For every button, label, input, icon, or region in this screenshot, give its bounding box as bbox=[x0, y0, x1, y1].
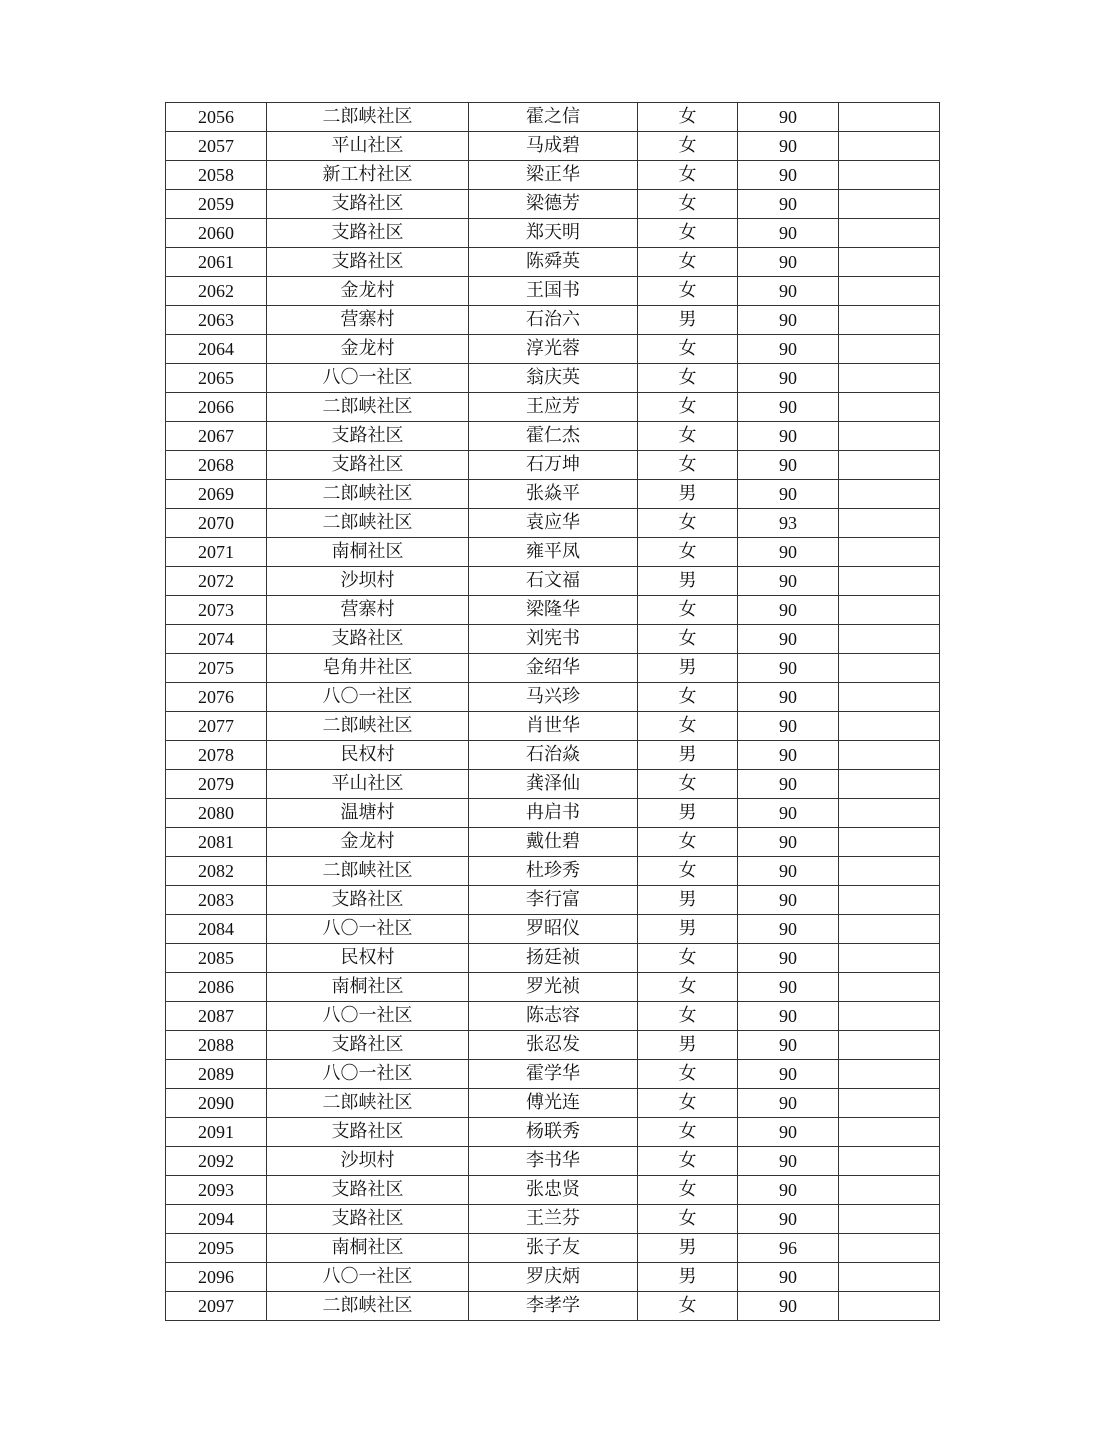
person-name-cell: 梁正华 bbox=[469, 161, 638, 190]
gender-cell: 女 bbox=[638, 422, 738, 451]
table-row bbox=[166, 422, 940, 451]
person-name-cell: 马成碧 bbox=[469, 132, 638, 161]
gender-cell: 女 bbox=[638, 1176, 738, 1205]
person-name-cell: 杨联秀 bbox=[469, 1118, 638, 1147]
gender-cell: 女 bbox=[638, 1060, 738, 1089]
person-name-cell: 王兰芬 bbox=[469, 1205, 638, 1234]
table-row bbox=[166, 538, 940, 567]
gender-cell: 女 bbox=[638, 1147, 738, 1176]
person-name-cell: 梁隆华 bbox=[469, 596, 638, 625]
gender-cell: 女 bbox=[638, 712, 738, 741]
gender-cell: 男 bbox=[638, 654, 738, 683]
person-name-cell: 罗庆炳 bbox=[469, 1263, 638, 1292]
table-row bbox=[166, 567, 940, 596]
note-cell bbox=[839, 277, 940, 306]
table-row bbox=[166, 712, 940, 741]
gender-cell: 女 bbox=[638, 364, 738, 393]
note-cell bbox=[839, 248, 940, 277]
community-cell: 八〇一社区 bbox=[267, 1263, 469, 1292]
age-cell: 90 bbox=[738, 103, 839, 132]
serial-number-cell: 2096 bbox=[166, 1263, 267, 1292]
table-row bbox=[166, 799, 940, 828]
serial-number-cell: 2079 bbox=[166, 770, 267, 799]
serial-number-cell: 2080 bbox=[166, 799, 267, 828]
serial-number-cell: 2090 bbox=[166, 1089, 267, 1118]
community-cell: 二郎峡社区 bbox=[267, 480, 469, 509]
gender-cell: 女 bbox=[638, 132, 738, 161]
note-cell bbox=[839, 712, 940, 741]
serial-number-cell: 2076 bbox=[166, 683, 267, 712]
table-row bbox=[166, 103, 940, 132]
serial-number-cell: 2070 bbox=[166, 509, 267, 538]
serial-number-cell: 2087 bbox=[166, 1002, 267, 1031]
age-cell: 90 bbox=[738, 944, 839, 973]
table-row bbox=[166, 277, 940, 306]
gender-cell: 女 bbox=[638, 451, 738, 480]
community-cell: 支路社区 bbox=[267, 219, 469, 248]
community-cell: 二郎峡社区 bbox=[267, 1089, 469, 1118]
age-cell: 90 bbox=[738, 393, 839, 422]
age-cell: 90 bbox=[738, 190, 839, 219]
community-cell: 民权村 bbox=[267, 944, 469, 973]
person-name-cell: 王国书 bbox=[469, 277, 638, 306]
note-cell bbox=[839, 567, 940, 596]
person-name-cell: 梁德芳 bbox=[469, 190, 638, 219]
note-cell bbox=[839, 219, 940, 248]
serial-number-cell: 2065 bbox=[166, 364, 267, 393]
note-cell bbox=[839, 1292, 940, 1321]
table-row bbox=[166, 654, 940, 683]
table-row bbox=[166, 683, 940, 712]
age-cell: 90 bbox=[738, 1176, 839, 1205]
person-name-cell: 张忍发 bbox=[469, 1031, 638, 1060]
table-row bbox=[166, 741, 940, 770]
community-cell: 八〇一社区 bbox=[267, 364, 469, 393]
serial-number-cell: 2058 bbox=[166, 161, 267, 190]
table-row bbox=[166, 596, 940, 625]
person-name-cell: 郑天明 bbox=[469, 219, 638, 248]
age-cell: 90 bbox=[738, 1292, 839, 1321]
person-name-cell: 马兴珍 bbox=[469, 683, 638, 712]
serial-number-cell: 2071 bbox=[166, 538, 267, 567]
person-name-cell: 戴仕碧 bbox=[469, 828, 638, 857]
person-name-cell: 李行富 bbox=[469, 886, 638, 915]
community-cell: 金龙村 bbox=[267, 828, 469, 857]
serial-number-cell: 2074 bbox=[166, 625, 267, 654]
table-row bbox=[166, 161, 940, 190]
person-name-cell: 淳光蓉 bbox=[469, 335, 638, 364]
community-cell: 支路社区 bbox=[267, 451, 469, 480]
gender-cell: 女 bbox=[638, 103, 738, 132]
community-cell: 二郎峡社区 bbox=[267, 509, 469, 538]
community-cell: 八〇一社区 bbox=[267, 683, 469, 712]
table-row bbox=[166, 132, 940, 161]
gender-cell: 男 bbox=[638, 1263, 738, 1292]
person-name-cell: 石万坤 bbox=[469, 451, 638, 480]
age-cell: 90 bbox=[738, 828, 839, 857]
table-row bbox=[166, 886, 940, 915]
person-name-cell: 张焱平 bbox=[469, 480, 638, 509]
age-cell: 90 bbox=[738, 1263, 839, 1292]
person-name-cell: 石文福 bbox=[469, 567, 638, 596]
community-cell: 南桐社区 bbox=[267, 973, 469, 1002]
community-cell: 八〇一社区 bbox=[267, 1060, 469, 1089]
serial-number-cell: 2093 bbox=[166, 1176, 267, 1205]
note-cell bbox=[839, 1176, 940, 1205]
gender-cell: 女 bbox=[638, 248, 738, 277]
serial-number-cell: 2069 bbox=[166, 480, 267, 509]
person-name-cell: 扬廷祯 bbox=[469, 944, 638, 973]
note-cell bbox=[839, 1118, 940, 1147]
age-cell: 90 bbox=[738, 625, 839, 654]
age-cell: 90 bbox=[738, 248, 839, 277]
community-cell: 支路社区 bbox=[267, 625, 469, 654]
serial-number-cell: 2056 bbox=[166, 103, 267, 132]
gender-cell: 男 bbox=[638, 567, 738, 596]
note-cell bbox=[839, 132, 940, 161]
age-cell: 90 bbox=[738, 161, 839, 190]
table-row bbox=[166, 915, 940, 944]
gender-cell: 女 bbox=[638, 1002, 738, 1031]
age-cell: 90 bbox=[738, 335, 839, 364]
note-cell bbox=[839, 828, 940, 857]
person-name-cell: 陈舜英 bbox=[469, 248, 638, 277]
age-cell: 90 bbox=[738, 219, 839, 248]
gender-cell: 女 bbox=[638, 625, 738, 654]
person-name-cell: 翁庆英 bbox=[469, 364, 638, 393]
age-cell: 90 bbox=[738, 857, 839, 886]
community-cell: 支路社区 bbox=[267, 422, 469, 451]
table-row bbox=[166, 828, 940, 857]
note-cell bbox=[839, 857, 940, 886]
serial-number-cell: 2059 bbox=[166, 190, 267, 219]
gender-cell: 男 bbox=[638, 1031, 738, 1060]
age-cell: 90 bbox=[738, 451, 839, 480]
person-name-cell: 王应芳 bbox=[469, 393, 638, 422]
person-name-cell: 冉启书 bbox=[469, 799, 638, 828]
roster-table bbox=[165, 102, 940, 1321]
age-cell: 90 bbox=[738, 712, 839, 741]
serial-number-cell: 2077 bbox=[166, 712, 267, 741]
gender-cell: 男 bbox=[638, 741, 738, 770]
age-cell: 90 bbox=[738, 1060, 839, 1089]
gender-cell: 女 bbox=[638, 538, 738, 567]
serial-number-cell: 2057 bbox=[166, 132, 267, 161]
gender-cell: 女 bbox=[638, 161, 738, 190]
community-cell: 支路社区 bbox=[267, 1205, 469, 1234]
table-row bbox=[166, 219, 940, 248]
community-cell: 南桐社区 bbox=[267, 538, 469, 567]
community-cell: 新工村社区 bbox=[267, 161, 469, 190]
community-cell: 支路社区 bbox=[267, 190, 469, 219]
age-cell: 90 bbox=[738, 1002, 839, 1031]
person-name-cell: 袁应华 bbox=[469, 509, 638, 538]
note-cell bbox=[839, 393, 940, 422]
serial-number-cell: 2075 bbox=[166, 654, 267, 683]
note-cell bbox=[839, 190, 940, 219]
note-cell bbox=[839, 654, 940, 683]
community-cell: 温塘村 bbox=[267, 799, 469, 828]
gender-cell: 女 bbox=[638, 944, 738, 973]
serial-number-cell: 2078 bbox=[166, 741, 267, 770]
note-cell bbox=[839, 364, 940, 393]
person-name-cell: 霍仁杰 bbox=[469, 422, 638, 451]
community-cell: 支路社区 bbox=[267, 886, 469, 915]
age-cell: 90 bbox=[738, 654, 839, 683]
gender-cell: 女 bbox=[638, 1205, 738, 1234]
table-row bbox=[166, 1147, 940, 1176]
gender-cell: 女 bbox=[638, 770, 738, 799]
note-cell bbox=[839, 973, 940, 1002]
table-row bbox=[166, 625, 940, 654]
note-cell bbox=[839, 451, 940, 480]
table-row bbox=[166, 1234, 940, 1263]
note-cell bbox=[839, 944, 940, 973]
note-cell bbox=[839, 509, 940, 538]
serial-number-cell: 2073 bbox=[166, 596, 267, 625]
note-cell bbox=[839, 1263, 940, 1292]
age-cell: 90 bbox=[738, 799, 839, 828]
note-cell bbox=[839, 1147, 940, 1176]
community-cell: 二郎峡社区 bbox=[267, 712, 469, 741]
serial-number-cell: 2088 bbox=[166, 1031, 267, 1060]
age-cell: 90 bbox=[738, 1147, 839, 1176]
serial-number-cell: 2089 bbox=[166, 1060, 267, 1089]
note-cell bbox=[839, 1002, 940, 1031]
note-cell bbox=[839, 422, 940, 451]
note-cell bbox=[839, 480, 940, 509]
person-name-cell: 霍学华 bbox=[469, 1060, 638, 1089]
age-cell: 90 bbox=[738, 480, 839, 509]
community-cell: 沙坝村 bbox=[267, 1147, 469, 1176]
gender-cell: 女 bbox=[638, 190, 738, 219]
age-cell: 90 bbox=[738, 1118, 839, 1147]
table-row bbox=[166, 1031, 940, 1060]
person-name-cell: 杜珍秀 bbox=[469, 857, 638, 886]
age-cell: 90 bbox=[738, 683, 839, 712]
community-cell: 二郎峡社区 bbox=[267, 857, 469, 886]
note-cell bbox=[839, 596, 940, 625]
table-row bbox=[166, 335, 940, 364]
note-cell bbox=[839, 335, 940, 364]
table-row bbox=[166, 480, 940, 509]
serial-number-cell: 2084 bbox=[166, 915, 267, 944]
table-row bbox=[166, 1118, 940, 1147]
note-cell bbox=[839, 538, 940, 567]
serial-number-cell: 2068 bbox=[166, 451, 267, 480]
table-row bbox=[166, 1089, 940, 1118]
table-row bbox=[166, 1176, 940, 1205]
gender-cell: 女 bbox=[638, 1118, 738, 1147]
age-cell: 90 bbox=[738, 741, 839, 770]
community-cell: 营寨村 bbox=[267, 596, 469, 625]
age-cell: 90 bbox=[738, 538, 839, 567]
serial-number-cell: 2097 bbox=[166, 1292, 267, 1321]
age-cell: 90 bbox=[738, 277, 839, 306]
community-cell: 平山社区 bbox=[267, 770, 469, 799]
note-cell bbox=[839, 915, 940, 944]
community-cell: 营寨村 bbox=[267, 306, 469, 335]
age-cell: 90 bbox=[738, 132, 839, 161]
age-cell: 90 bbox=[738, 567, 839, 596]
community-cell: 皂角井社区 bbox=[267, 654, 469, 683]
gender-cell: 女 bbox=[638, 828, 738, 857]
community-cell: 支路社区 bbox=[267, 1176, 469, 1205]
age-cell: 90 bbox=[738, 770, 839, 799]
serial-number-cell: 2066 bbox=[166, 393, 267, 422]
gender-cell: 女 bbox=[638, 1089, 738, 1118]
community-cell: 平山社区 bbox=[267, 132, 469, 161]
age-cell: 90 bbox=[738, 364, 839, 393]
gender-cell: 男 bbox=[638, 480, 738, 509]
age-cell: 90 bbox=[738, 422, 839, 451]
gender-cell: 女 bbox=[638, 596, 738, 625]
age-cell: 90 bbox=[738, 1031, 839, 1060]
person-name-cell: 李孝学 bbox=[469, 1292, 638, 1321]
serial-number-cell: 2060 bbox=[166, 219, 267, 248]
note-cell bbox=[839, 886, 940, 915]
serial-number-cell: 2072 bbox=[166, 567, 267, 596]
table-row bbox=[166, 770, 940, 799]
person-name-cell: 雍平凤 bbox=[469, 538, 638, 567]
gender-cell: 女 bbox=[638, 857, 738, 886]
table-row bbox=[166, 364, 940, 393]
note-cell bbox=[839, 625, 940, 654]
serial-number-cell: 2091 bbox=[166, 1118, 267, 1147]
person-name-cell: 金绍华 bbox=[469, 654, 638, 683]
note-cell bbox=[839, 1089, 940, 1118]
table-row bbox=[166, 306, 940, 335]
serial-number-cell: 2085 bbox=[166, 944, 267, 973]
note-cell bbox=[839, 770, 940, 799]
table-row bbox=[166, 1292, 940, 1321]
gender-cell: 女 bbox=[638, 973, 738, 1002]
note-cell bbox=[839, 1205, 940, 1234]
age-cell: 90 bbox=[738, 306, 839, 335]
gender-cell: 女 bbox=[638, 683, 738, 712]
gender-cell: 男 bbox=[638, 886, 738, 915]
serial-number-cell: 2067 bbox=[166, 422, 267, 451]
community-cell: 二郎峡社区 bbox=[267, 103, 469, 132]
community-cell: 沙坝村 bbox=[267, 567, 469, 596]
gender-cell: 女 bbox=[638, 393, 738, 422]
table-row bbox=[166, 190, 940, 219]
table-row bbox=[166, 1060, 940, 1089]
community-cell: 民权村 bbox=[267, 741, 469, 770]
gender-cell: 男 bbox=[638, 799, 738, 828]
table-row bbox=[166, 1205, 940, 1234]
gender-cell: 女 bbox=[638, 509, 738, 538]
community-cell: 金龙村 bbox=[267, 335, 469, 364]
age-cell: 96 bbox=[738, 1234, 839, 1263]
gender-cell: 女 bbox=[638, 219, 738, 248]
person-name-cell: 肖世华 bbox=[469, 712, 638, 741]
serial-number-cell: 2064 bbox=[166, 335, 267, 364]
community-cell: 支路社区 bbox=[267, 1118, 469, 1147]
serial-number-cell: 2063 bbox=[166, 306, 267, 335]
age-cell: 90 bbox=[738, 915, 839, 944]
serial-number-cell: 2082 bbox=[166, 857, 267, 886]
table-row bbox=[166, 248, 940, 277]
age-cell: 90 bbox=[738, 596, 839, 625]
gender-cell: 女 bbox=[638, 1292, 738, 1321]
note-cell bbox=[839, 161, 940, 190]
note-cell bbox=[839, 1234, 940, 1263]
person-name-cell: 石治六 bbox=[469, 306, 638, 335]
community-cell: 支路社区 bbox=[267, 1031, 469, 1060]
community-cell: 八〇一社区 bbox=[267, 915, 469, 944]
note-cell bbox=[839, 1060, 940, 1089]
table-row bbox=[166, 451, 940, 480]
age-cell: 93 bbox=[738, 509, 839, 538]
person-name-cell: 傅光连 bbox=[469, 1089, 638, 1118]
gender-cell: 男 bbox=[638, 915, 738, 944]
table-row bbox=[166, 509, 940, 538]
age-cell: 90 bbox=[738, 973, 839, 1002]
table-row bbox=[166, 1263, 940, 1292]
gender-cell: 女 bbox=[638, 335, 738, 364]
community-cell: 南桐社区 bbox=[267, 1234, 469, 1263]
table-row bbox=[166, 857, 940, 886]
table-row bbox=[166, 393, 940, 422]
serial-number-cell: 2095 bbox=[166, 1234, 267, 1263]
gender-cell: 男 bbox=[638, 306, 738, 335]
community-cell: 支路社区 bbox=[267, 248, 469, 277]
person-name-cell: 石治焱 bbox=[469, 741, 638, 770]
age-cell: 90 bbox=[738, 886, 839, 915]
community-cell: 八〇一社区 bbox=[267, 1002, 469, 1031]
community-cell: 二郎峡社区 bbox=[267, 393, 469, 422]
person-name-cell: 张忠贤 bbox=[469, 1176, 638, 1205]
person-name-cell: 霍之信 bbox=[469, 103, 638, 132]
serial-number-cell: 2092 bbox=[166, 1147, 267, 1176]
person-name-cell: 刘宪书 bbox=[469, 625, 638, 654]
community-cell: 金龙村 bbox=[267, 277, 469, 306]
serial-number-cell: 2061 bbox=[166, 248, 267, 277]
table-row bbox=[166, 973, 940, 1002]
community-cell: 二郎峡社区 bbox=[267, 1292, 469, 1321]
person-name-cell: 张子友 bbox=[469, 1234, 638, 1263]
note-cell bbox=[839, 683, 940, 712]
serial-number-cell: 2083 bbox=[166, 886, 267, 915]
serial-number-cell: 2094 bbox=[166, 1205, 267, 1234]
person-name-cell: 罗昭仪 bbox=[469, 915, 638, 944]
serial-number-cell: 2086 bbox=[166, 973, 267, 1002]
table-row bbox=[166, 944, 940, 973]
gender-cell: 女 bbox=[638, 277, 738, 306]
roster-body bbox=[166, 103, 940, 1321]
note-cell bbox=[839, 306, 940, 335]
note-cell bbox=[839, 741, 940, 770]
table-row bbox=[166, 1002, 940, 1031]
person-name-cell: 龚泽仙 bbox=[469, 770, 638, 799]
gender-cell: 男 bbox=[638, 1234, 738, 1263]
person-name-cell: 罗光祯 bbox=[469, 973, 638, 1002]
age-cell: 90 bbox=[738, 1089, 839, 1118]
person-name-cell: 陈志容 bbox=[469, 1002, 638, 1031]
person-name-cell: 李书华 bbox=[469, 1147, 638, 1176]
serial-number-cell: 2081 bbox=[166, 828, 267, 857]
note-cell bbox=[839, 799, 940, 828]
age-cell: 90 bbox=[738, 1205, 839, 1234]
serial-number-cell: 2062 bbox=[166, 277, 267, 306]
note-cell bbox=[839, 1031, 940, 1060]
note-cell bbox=[839, 103, 940, 132]
